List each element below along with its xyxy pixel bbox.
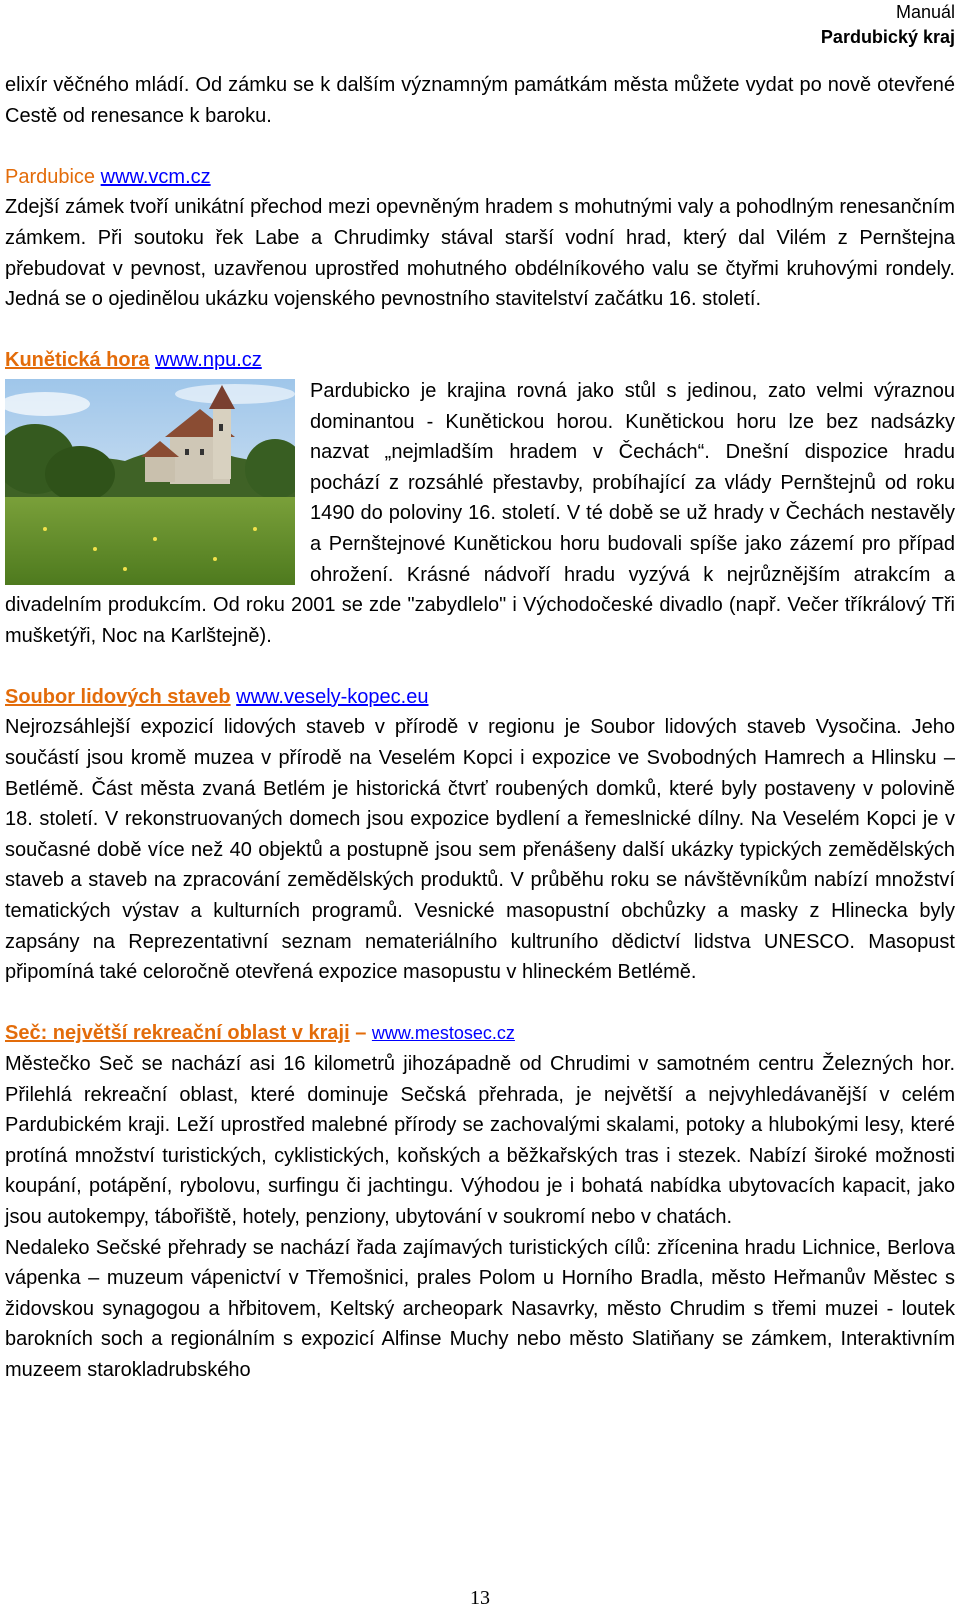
section-title: Pardubice bbox=[5, 165, 96, 188]
section-text: Městečko Seč se nachází asi 16 kilometrů jihozápadně od Chrudimi v samotném centru Železných hor. Přilehlá rekreační oblast, které dominuje Sečská přehrada, je největší a nejvyhledávanější v celém Pardubickém kraji. Leží uprostřed malebné přírody se zachovalými skalami, potoky a hlubokými lesy, které protíná množství turistických, cyklistických, koňských a běžkařských tras i stezek. Nabízí široké možnosti koupání, potápění, rybolovu, surfingu či jachtingu. Výhodou je i bohatá nabídka ubytovacích kapacit, jako jsou autokempy, tábořiště, hotely, penziony, ubytování v soukromí nebo v chatách. bbox=[5, 1053, 955, 1228]
section-pardubice bbox=[5, 162, 955, 315]
header-manual: Manuál bbox=[895, 2, 955, 22]
section-soubor-lidovych-staveb bbox=[5, 682, 955, 988]
website-link[interactable]: www.vesely-kopec.eu bbox=[236, 685, 429, 708]
section-text: Nejrozsáhlejší expozicí lidových staveb v přírodě v regionu je Soubor lidových staveb Vysočina. Jeho součástí jsou kromě muzea v přírodě na Veselém Kopci i expozice ve Svobodných Hamrech a Hlinsku – Betlémě. Část města zvaná Betlém je historická čtvrť roubených domků, které byly postaveny v polovině 18. století. V rekonstruovaných domech jsou expozice bydlení a řemeslnické dílny. Na Veselém Kopci je v současné době více než 40 objektů a postupně jsou sem přenášeny další ukázky typických zemědělských staveb a staveb na zpracování zemědělských produktů. V průběhu roku se návštěvníkům nabízí množství tematických výstav a kulturních programů. Vesnické masopustní obchůzky a masky z Hlinecka byly zapsány na Reprezentativní seznam nemateriálního kultruního dědictví lidstva UNESCO. Masopust připomíná také celoročně otevřená expozice masopustu v hlineckém Betlémě. bbox=[5, 716, 955, 984]
intro-paragraph: elixír věčného mládí. Od zámku se k dalším významným památkám města můžete vydat po nově otevřené Cestě od renesance k baroku. bbox=[5, 74, 955, 127]
section-kuneticka-hora bbox=[5, 345, 955, 651]
section-heading bbox=[5, 1018, 955, 1049]
website-link[interactable]: www.npu.cz bbox=[155, 349, 262, 372]
page-number: 13 bbox=[470, 1587, 490, 1609]
kuneticka-hora-castle-photo bbox=[5, 379, 295, 585]
running-header bbox=[821, 0, 955, 50]
section-heading bbox=[5, 682, 955, 713]
section-text: Zdejší zámek tvoří unikátní přechod mezi opevněným hradem s mohutnými valy a pohodlným renesančním zámkem. Při soutoku řek Labe a Chrudimky stával starší vodní hrad, který dal Vilém z Pernštejna přebudovat v pevnost, uzavřenou uprostřed mohutného obdélníkového valu se čtyřmi kruhovými rondely. Jedná se o ojedinělou ukázku vojenského pevnostního stavitelství začátku 16. století. bbox=[5, 196, 955, 311]
section-heading bbox=[5, 162, 955, 193]
section-text-continued: Nedaleko Sečské přehrady se nachází řada zajímavých turistických cílů: zřícenina hradu Lichnice, Berlova vápenka – muzeum vápenictví v Třemošnici, prales Polom u Horního Bradla, město Heřmanův Městec s židovskou synagogou a hřbitovem, Keltský archeopark Nasavrky, město Chrudim s třemi muzei - loutek barokních soch a regionálním s expozicí Alfinse Muchy nebo město Slatiňany se zámkem, Interaktivním muzeem starokladrubského bbox=[5, 1236, 955, 1381]
document-body bbox=[5, 70, 955, 1386]
section-title: Soubor lidových staveb bbox=[5, 685, 231, 708]
website-link[interactable]: www.mestosec.cz bbox=[371, 1023, 515, 1044]
header-region: Pardubický kraj bbox=[820, 27, 955, 47]
section-title: Kunětická hora bbox=[5, 349, 150, 372]
section-title: Seč: největší rekreační oblast v kraji bbox=[5, 1022, 350, 1045]
section-heading bbox=[5, 345, 955, 376]
title-dash: – bbox=[349, 1022, 372, 1045]
website-link[interactable]: www.vcm.cz bbox=[100, 165, 211, 188]
section-text: Pardubicko je krajina rovná jako stůl s jedinou, zato velmi výraznou dominantou - Kunětickou horou. Kunětickou horu lze bez nadsázky nazvat „nejmladším hradem v Čechách“. Dnešní dispozice hradu pochází z rozsáhlé přestavby, probíhající za vlády Pernštejnů od roku 1490 do poloviny 16. století. V té době se už hrady v Čechách nestavěly a Pernštejnové Kunětickou horu budovali spíše jako zázemí pro případ ohrožení. Krásné nádvoří hradu vyzývá k nejrůznějším atrakcím a divadelním produkcím. Od roku 2001 se zde "zabydlelo" i Východočeské divadlo (např. Večer tříkrálový Tři mušketýři, Noc na Karlštejně). bbox=[5, 379, 955, 647]
section-sec bbox=[5, 1018, 955, 1385]
